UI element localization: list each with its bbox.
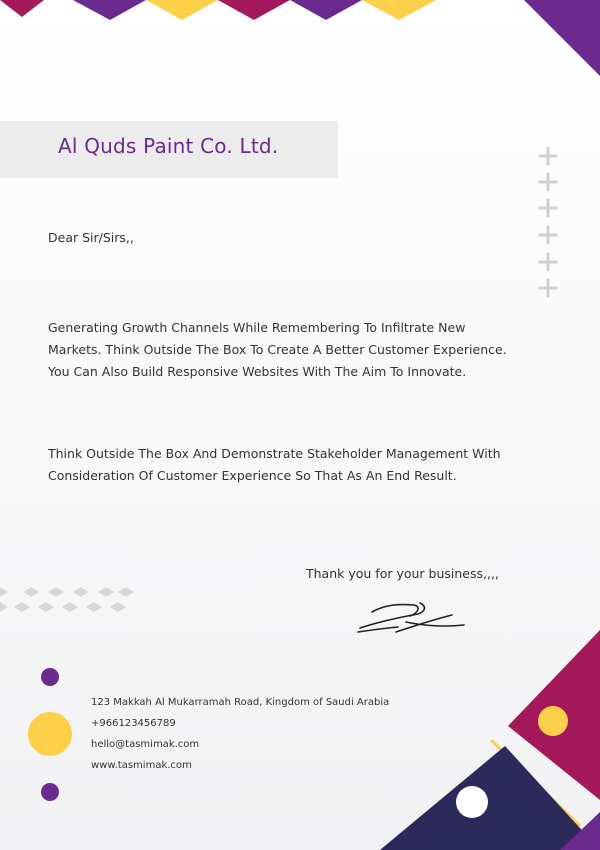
company-name: Al Quds Paint Co. Ltd. bbox=[58, 134, 279, 158]
contact-phone: +966123456789 bbox=[91, 718, 176, 729]
circle-dot-icon bbox=[538, 706, 568, 736]
circle-dot-icon bbox=[28, 712, 72, 756]
diamond-icon bbox=[73, 587, 89, 597]
diamond-icon-group bbox=[0, 587, 134, 612]
body-paragraph: Think Outside The Box And Demonstrate Stakeholder Management With Consideration Of Customer Experience So That As An End Result. bbox=[48, 446, 501, 483]
diamond-icon bbox=[14, 602, 30, 612]
plus-icon bbox=[540, 280, 556, 296]
circle-dot-icon bbox=[456, 786, 488, 818]
body-paragraph: Generating Growth Channels While Remembering To Infiltrate New Markets. Think Outside The Box To Create A Better Customer Experience. You Can Also Build Responsive Websites With The Aim To Innovate. bbox=[48, 320, 507, 379]
plus-icon bbox=[540, 254, 556, 270]
closing-line: Thank you for your business,,,, bbox=[306, 566, 499, 581]
contact-email[interactable]: hello@tasmimak.com bbox=[91, 739, 200, 750]
diamond-icon bbox=[98, 587, 114, 597]
diamond-icon bbox=[48, 587, 64, 597]
plus-icon bbox=[540, 174, 556, 190]
circle-dot-icon bbox=[41, 783, 59, 801]
plus-icon bbox=[540, 148, 556, 164]
signature-icon bbox=[358, 603, 464, 632]
top-triangle-icon bbox=[73, 0, 146, 20]
diamond-icon bbox=[110, 602, 126, 612]
diamond-icon bbox=[0, 587, 8, 597]
plus-icon bbox=[540, 227, 556, 243]
top-triangle-icon bbox=[0, 0, 44, 17]
plus-icon bbox=[540, 200, 556, 216]
diamond-icon bbox=[23, 587, 39, 597]
top-triangle-icon bbox=[146, 0, 218, 20]
diamond-icon bbox=[118, 587, 134, 597]
plus-icon-group bbox=[540, 148, 556, 296]
diamond-icon bbox=[0, 602, 8, 612]
top-triangle-icon bbox=[290, 0, 362, 20]
salutation: Dear Sir/Sirs,, bbox=[48, 230, 134, 245]
contact-website[interactable]: www.tasmimak.com bbox=[91, 760, 192, 771]
corner-triangle-icon bbox=[524, 0, 600, 76]
top-triangle-icon bbox=[218, 0, 290, 20]
diamond-icon bbox=[62, 602, 78, 612]
diamond-icon bbox=[38, 602, 54, 612]
contact-address: 123 Makkah Al Mukarramah Road, Kingdom of Saudi Arabia bbox=[91, 697, 390, 708]
circle-dot-icon bbox=[41, 668, 59, 686]
top-triangle-icon bbox=[362, 0, 436, 20]
diamond-icon bbox=[86, 602, 102, 612]
